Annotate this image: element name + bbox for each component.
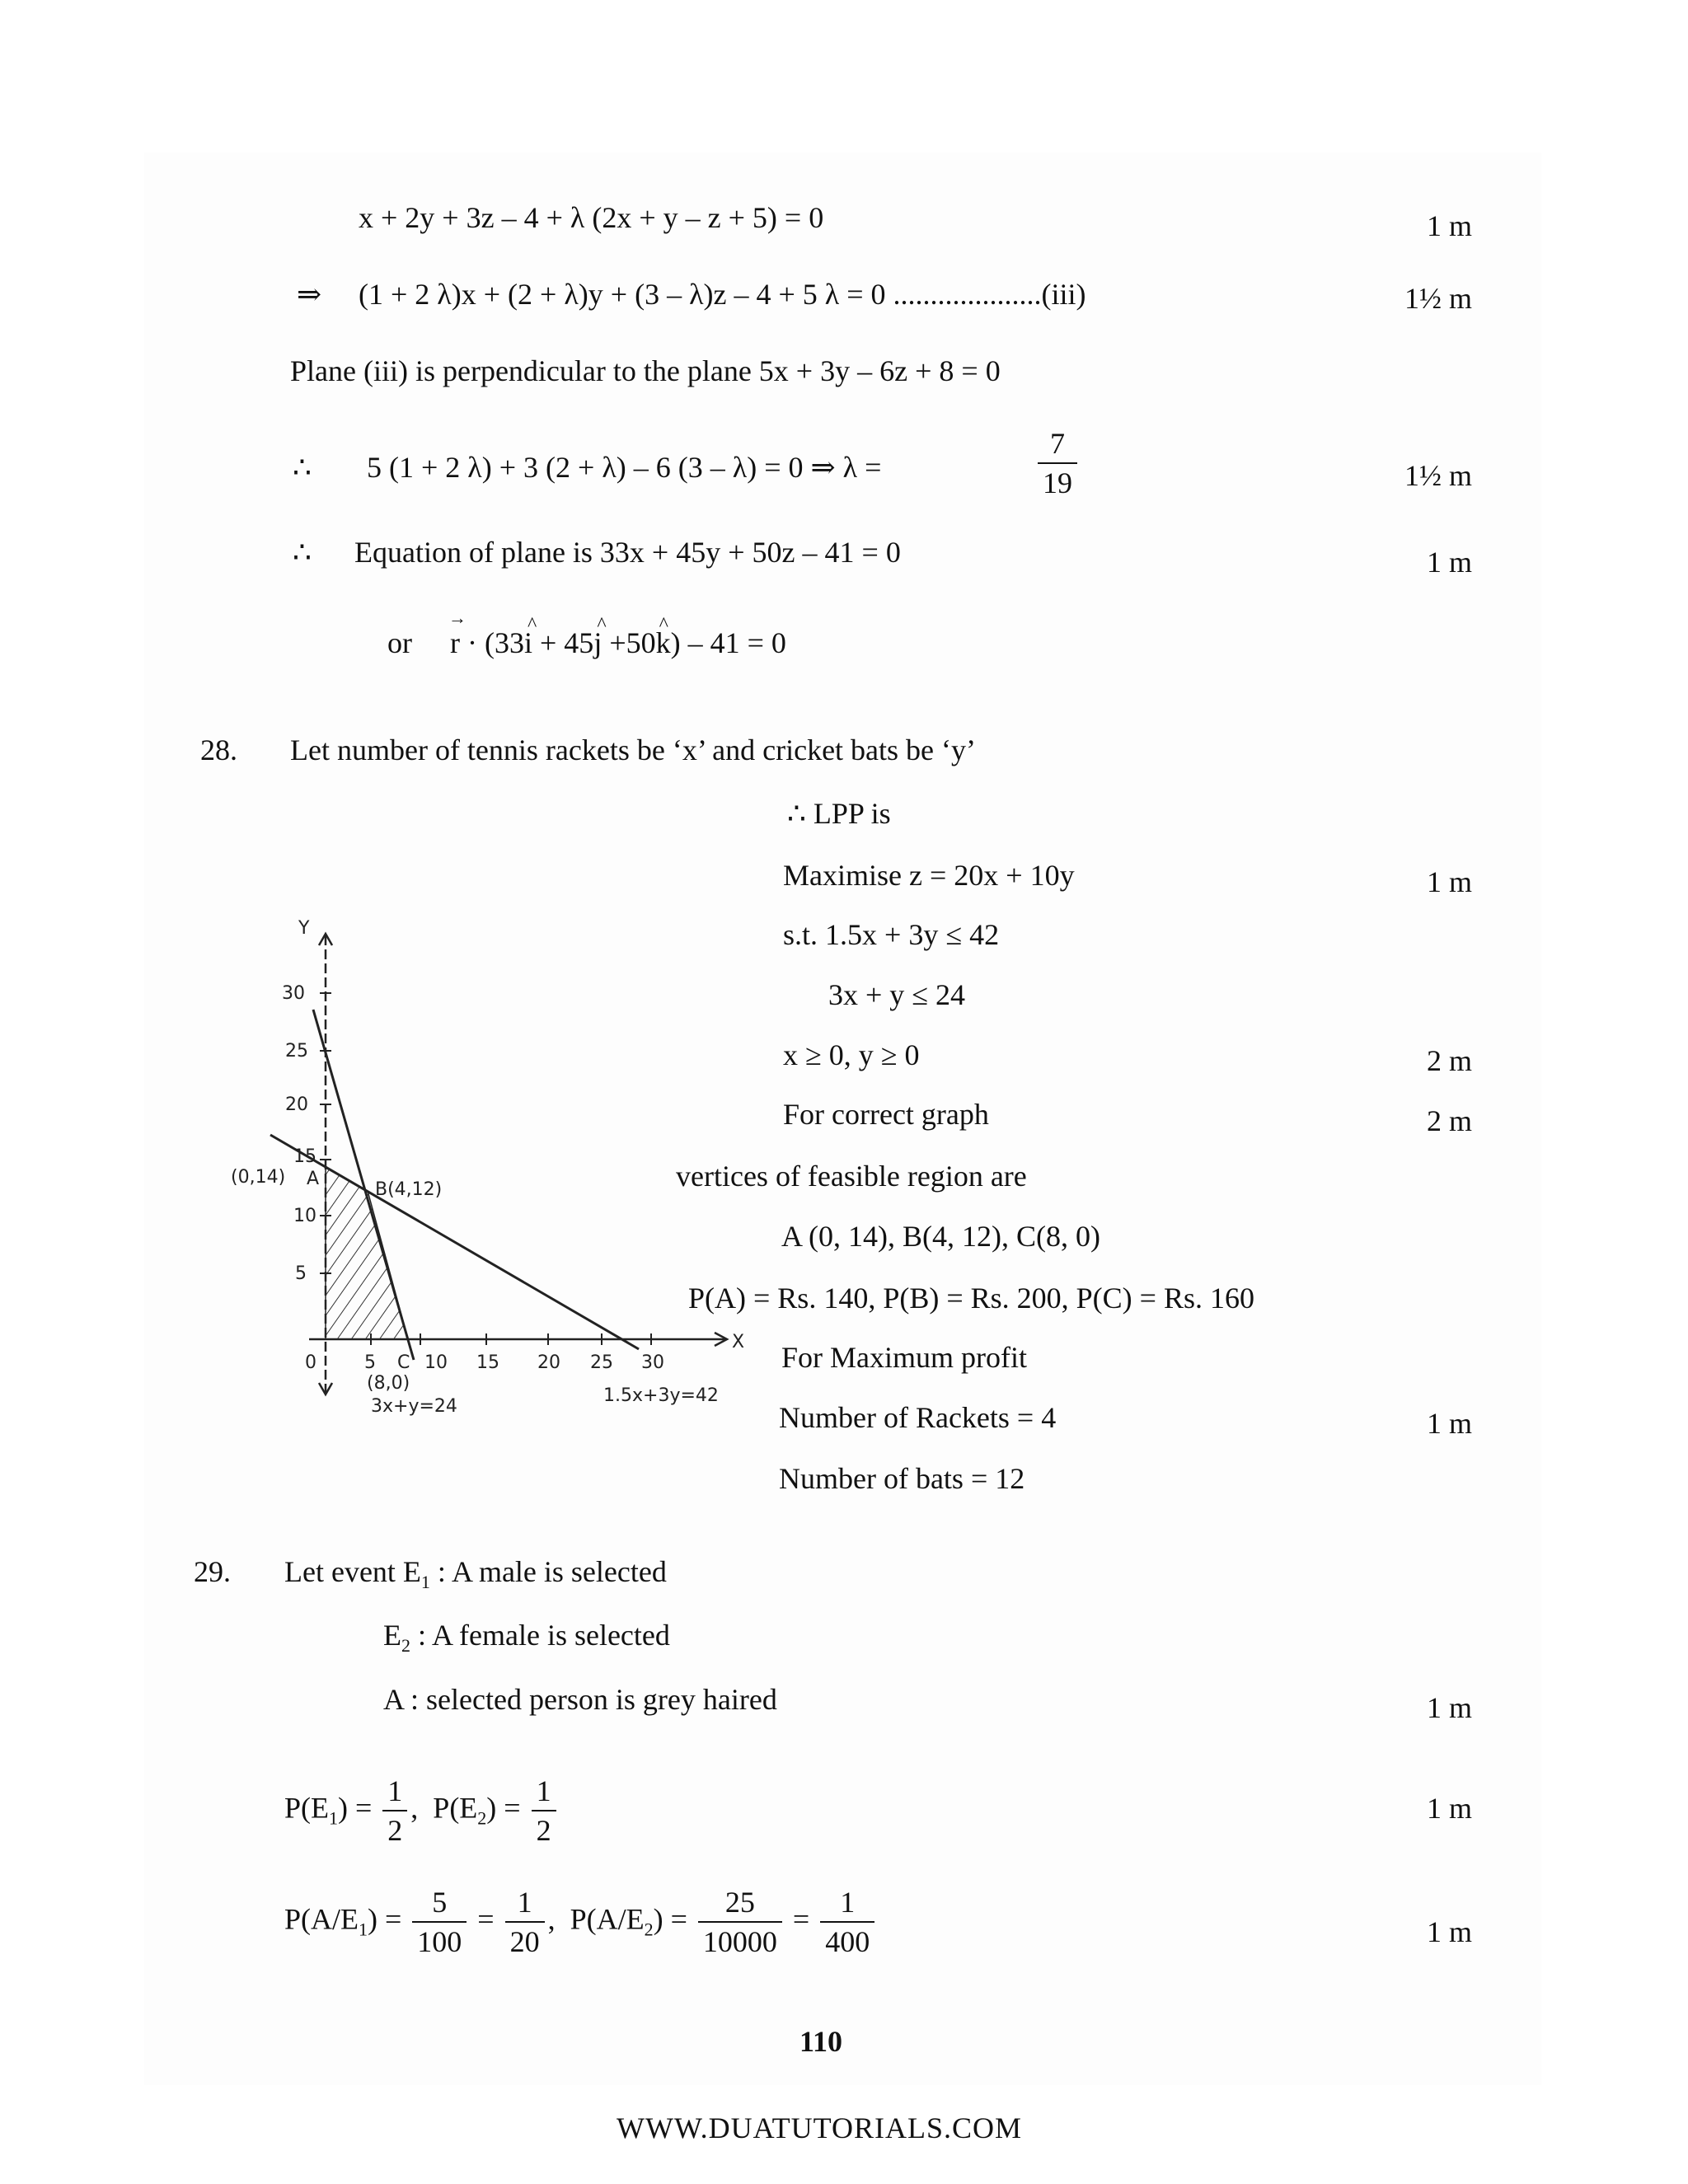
event-description: : A male is selected [429, 1555, 667, 1588]
question-number: 28. [200, 733, 237, 766]
max-profit-heading: For Maximum profit [781, 1341, 1027, 1374]
coefficient-text: + 45 [532, 626, 594, 659]
constraint-3: x ≥ 0, y ≥ 0 [783, 1038, 920, 1071]
line-label-1-5x-3y-42: 1.5x+3y=42 [603, 1385, 719, 1406]
vertex-a-coordinates: (0,14) [231, 1167, 286, 1188]
mark: 2 m [1426, 1104, 1472, 1137]
constraint-1: s.t. 1.5x + 3y ≤ 42 [783, 918, 1000, 951]
lpp-heading: ∴ LPP is [787, 797, 891, 830]
expanded-plane-equation: (1 + 2 λ)x + (2 + λ)y + (3 – λ)z – 4 + 5 λ = 0 ....................(iii) [359, 278, 1086, 311]
y-tick-label: 5 [295, 1263, 307, 1284]
plane-equation-result: Equation of plane is 33x + 45y + 50z – 41 = 0 [354, 536, 901, 569]
y-tick-label: 20 [285, 1094, 308, 1115]
x-tick-label: 15 [476, 1352, 499, 1373]
event-e2 [383, 1617, 670, 1664]
vertex-c-coordinates: (8,0) [367, 1373, 410, 1394]
bats-answer: Number of bats = 12 [779, 1462, 1025, 1495]
question-intro: Let number of tennis rackets be ‘x’ and cricket bats be ‘y’ [290, 733, 976, 766]
lambda-equation: 5 (1 + 2 λ) + 3 (2 + λ) – 6 (3 – λ) = 0 ⇒ λ = [367, 451, 882, 484]
lambda-fraction [1034, 424, 1081, 502]
event-e1 [284, 1554, 667, 1601]
mark: 1½ m [1404, 282, 1472, 315]
subscript: 2 [401, 1635, 410, 1657]
therefore-symbol: ∴ [293, 536, 312, 569]
unit-vector-j: ^ j [593, 625, 602, 661]
x-tick-label: 5 [364, 1352, 376, 1373]
unit-vector-i: ^ i [524, 625, 532, 661]
y-tick-label: 10 [293, 1206, 316, 1226]
y-tick-label: 15 [293, 1146, 316, 1167]
x-tick-label: 10 [424, 1352, 448, 1373]
subscript: 1 [420, 1572, 430, 1593]
x-axis-label: X [732, 1332, 745, 1352]
plane-family-equation: x + 2y + 3z – 4 + λ (2x + y – z + 5) = 0 [359, 201, 824, 234]
y-axis-label: Y [298, 919, 310, 939]
x-tick-label: 30 [641, 1352, 664, 1373]
vertex-a-label: A [307, 1169, 320, 1189]
x-tick-label: 25 [590, 1352, 613, 1373]
perpendicular-condition: Plane (iii) is perpendicular to the plane 5x + 3y – 6z + 8 = 0 [290, 354, 1001, 387]
vector-form-equation [387, 625, 786, 661]
event-label: E [383, 1619, 401, 1652]
y-tick-label: 25 [285, 1041, 308, 1062]
event-description: : A female is selected [410, 1619, 670, 1652]
fraction-numerator: 7 [1038, 424, 1077, 464]
vertices-list: A (0, 14), B(4, 12), C(8, 0) [781, 1220, 1100, 1253]
question-number: 29. [194, 1555, 231, 1588]
rackets-answer: Number of Rackets = 4 [779, 1401, 1057, 1434]
therefore-symbol: ∴ [293, 451, 312, 484]
vertices-intro: vertices of feasible region are [676, 1160, 1027, 1193]
fraction-denominator: 19 [1043, 466, 1072, 499]
mark: 1 m [1426, 546, 1472, 579]
y-tick-label: 30 [282, 983, 305, 1004]
objective-function: Maximise z = 20x + 10y [783, 859, 1075, 892]
website-footer: WWW.DUATUTORIALS.COM [617, 2111, 1022, 2144]
prior-probabilities: $P(E_1)$ = $\frac{1}{2}$ , $P(E_2)$ = $\frac{1}{2}$ [284, 1772, 560, 1849]
conditional-probabilities: $P(A/E_1)$ = $\frac{5}{100}$ = $\frac{1}{20}$ , $P(A/E_2)$ = $\frac{25}{10000}$ = $\frac{1}{400}$ [284, 1883, 878, 1961]
position-vector: → r [450, 625, 460, 661]
vertex-b-label: B(4,12) [375, 1179, 443, 1200]
mark: 1 m [1426, 1792, 1472, 1825]
mark: 1 m [1426, 1691, 1472, 1724]
mark: 1 m [1426, 1915, 1472, 1948]
coefficient-text: ) – 41 = 0 [670, 626, 786, 659]
constraint-2: 3x + y ≤ 24 [828, 978, 966, 1011]
event-a: A : selected person is grey haired [383, 1683, 777, 1716]
unit-vector-k: ^ k [656, 625, 671, 661]
line-label-3x-y-24: 3x+y=24 [371, 1396, 457, 1417]
page-number: 110 [799, 2025, 843, 2058]
lpp-graph [223, 919, 767, 1434]
mark: 1½ m [1404, 459, 1472, 492]
coefficient-text: +50 [602, 626, 656, 659]
x-tick-label: 0 [305, 1352, 316, 1373]
mark: 1 m [1426, 209, 1472, 242]
implies-arrow: ⇒ [297, 278, 322, 311]
x-tick-label: 20 [537, 1352, 560, 1373]
or-word: or [387, 626, 412, 659]
mark: 1 m [1426, 865, 1472, 898]
vertex-c-label: C [397, 1352, 410, 1373]
mark: 2 m [1426, 1044, 1472, 1077]
profit-values: P(A) = Rs. 140, P(B) = Rs. 200, P(C) = Rs. 160 [688, 1282, 1254, 1315]
coefficient-text: · (33 [460, 626, 524, 659]
event-label: Let event E [284, 1555, 421, 1588]
mark: 1 m [1426, 1407, 1472, 1440]
graph-note: For correct graph [783, 1098, 989, 1131]
